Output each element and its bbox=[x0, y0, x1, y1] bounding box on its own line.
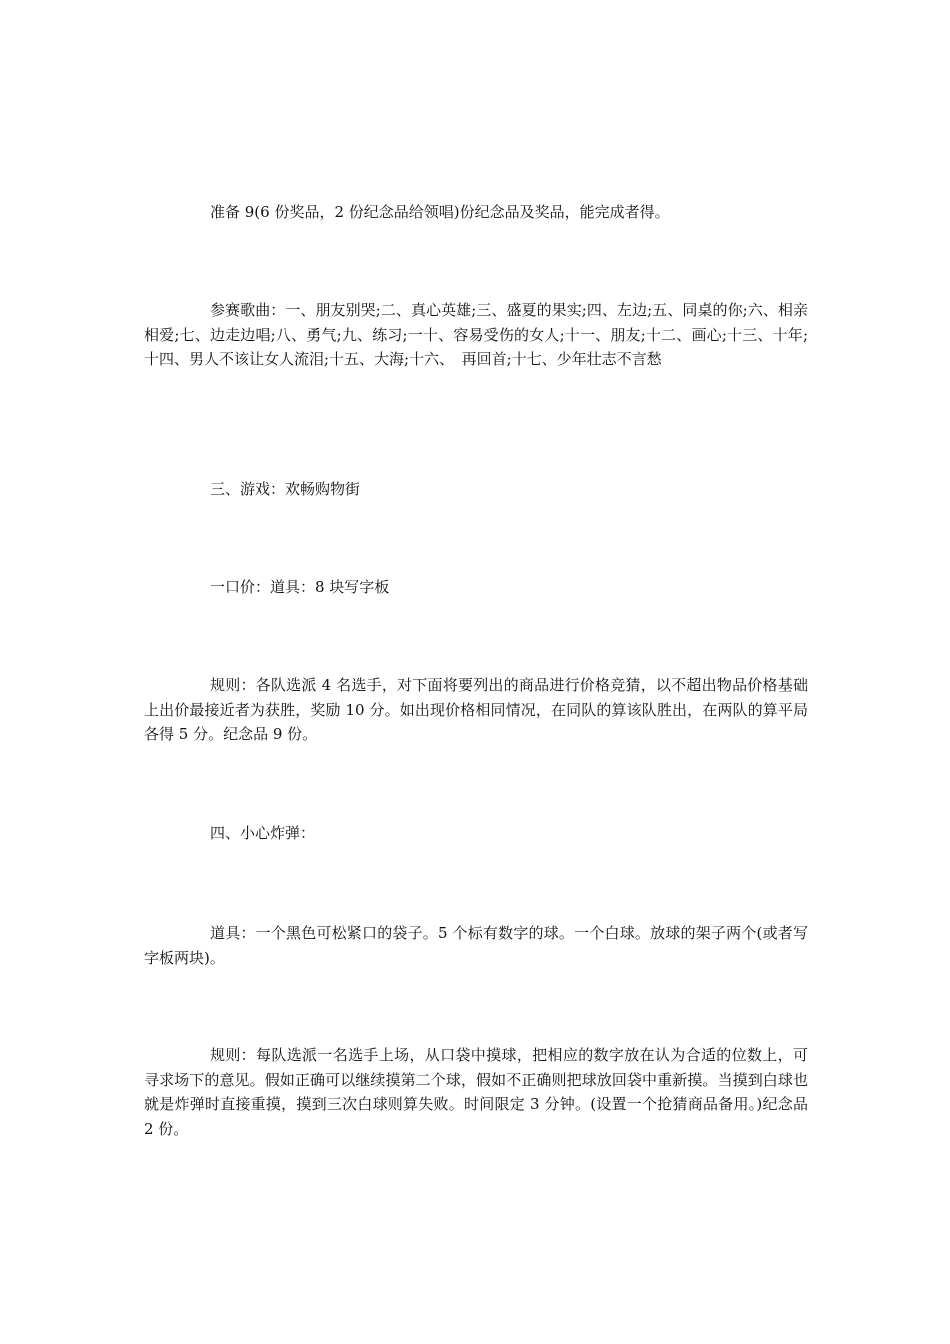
paragraph-bomb-rules: 规则：每队选派一名选手上场，从口袋中摸球，把相应的数字放在认为合适的位数上，可寻求场下的意见。假如正确可以继续摸第二个球，假如不正确则把球放回袋中重新摸。当摸到白球也就是炸弹时直接重摸，摸到三次白球则算失败。时间限定 3 分钟。(设置一个抢猜商品备用。)纪念品 2 份。 bbox=[144, 1046, 808, 1138]
paragraph-bomb-props: 道具：一个黑色可松紧口的袋子。5 个标有数字的球。一个白球。放球的架子两个(或者写字板两块)。 bbox=[144, 924, 808, 967]
heading-game-shopping-street: 三、游戏：欢畅购物街 bbox=[210, 480, 361, 498]
paragraph-song-list: 参赛歌曲：一、朋友别哭;二、真心英雄;三、盛夏的果实;四、左边;五、同桌的你;六、相亲相爱;七、边走边唱;八、勇气;九、练习;一十、容易受伤的女人;十一、朋友;十二、画心;十三、十年;十四、男人不该让女人流泪;十五、大海;十六、 再回首;十七、少年壮志不言愁 bbox=[144, 301, 808, 368]
heading-careful-bomb: 四、小心炸弹： bbox=[210, 824, 316, 842]
paragraph-one-price-props: 一口价：道具：8 块写字板 bbox=[210, 578, 390, 596]
paragraph-price-guess-rules: 规则：各队选派 4 名选手，对下面将要列出的商品进行价格竞猜，以不超出物品价格基础上出价最接近者为获胜，奖励 10 分。如出现价格相同情况，在同队的算该队胜出，在两队的算平局各得 5 分。纪念品 9 份。 bbox=[144, 676, 808, 743]
paragraph-prizes: 准备 9(6 份奖品，2 份纪念品给领唱)份纪念品及奖品，能完成者得。 bbox=[210, 203, 670, 221]
